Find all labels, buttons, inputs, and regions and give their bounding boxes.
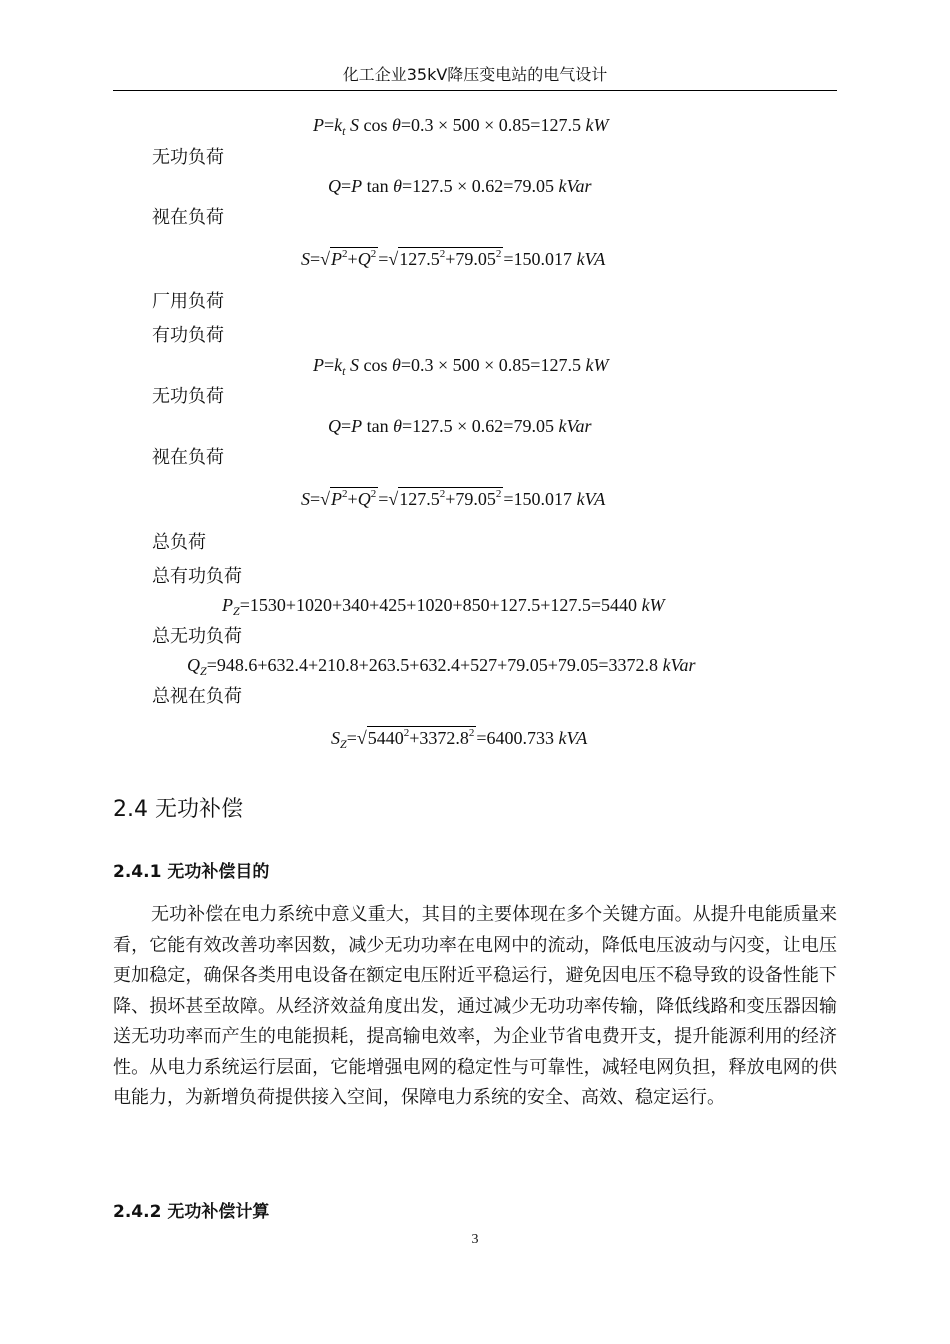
label-total-active-load: 总有功负荷 [152, 566, 242, 587]
subsection-heading-purpose: 2.4.1 无功补偿目的 [113, 862, 270, 882]
label-plant-load: 厂用负荷 [152, 291, 224, 312]
label-total-reactive-load: 总无功负荷 [152, 626, 242, 647]
label-total-load: 总负荷 [152, 532, 206, 553]
page-header: 化工企业35kV降压变电站的电气设计 [342, 65, 608, 84]
label-reactive-load: 无功负荷 [152, 147, 224, 168]
label-apparent-load: 视在负荷 [152, 207, 224, 228]
section-heading: 2.4 无功补偿 [113, 797, 243, 822]
equation-pz: $P_Z=1530+1020+340+425+1020+850+127.5+127.5=5440$ kW [222, 595, 665, 618]
label-apparent-load-2: 视在负荷 [152, 447, 224, 468]
equation-qz: $Q_Z=948.6+632.4+210.8+263.5+632.4+527+79.05+79.05=3372.8$ kVar [187, 655, 696, 678]
equation-p1: $P=k_t$ S cos θ=0.3 × 500 × 0.85=127.5 kW [313, 115, 609, 138]
page-number: 3 [471, 1232, 479, 1247]
label-active-load: 有功负荷 [152, 325, 224, 346]
equation-s1: $S=√P^2+Q^2 =√127.5^2+79.05^2 =150.017$ kVA [301, 248, 606, 269]
body-paragraph: 无功补偿在电力系统中意义重大，其目的主要体现在多个关键方面。从提升电能质量来看，它能有效改善功率因数，减少无功功率在电网中的流动，降低电压波动与闪变，让电压更加稳定，确保各类用电设备在额定电压附近平稳运行，避免因电压不稳导致的设备性能下降、损坏甚至故障。从经济效益角度出发，通过减少无功功率传输，降低线路和变压器因输送无功功率而产生的电能损耗，提高输电效率，为企业节省电费开支，提升能源利用的经济性。从电力系统运行层面，它能增强电网的稳定性与可靠性，减轻电网负担，释放电网的供电能力，为新增负荷提供接入空间，保障电力系统的安全、高效、稳定运行。 [113, 904, 837, 1108]
header-rule [113, 90, 837, 91]
equation-sz: $S_Z=√5440^2+3372.8^2 =6400.733$ kVA [331, 727, 588, 751]
equation-q1: Q=P tan θ=127.5 × 0.62=79.05 kVar [328, 176, 592, 196]
label-total-apparent-load: 总视在负荷 [152, 686, 242, 707]
equation-s2: $S=√P^2+Q^2 =√127.5^2+79.05^2 =150.017$ kVA [301, 488, 606, 509]
label-reactive-load-2: 无功负荷 [152, 386, 224, 407]
equation-p2: $P=k_t$ S cos θ=0.3 × 500 × 0.85=127.5 kW [313, 355, 609, 378]
equation-q2: Q=P tan θ=127.5 × 0.62=79.05 kVar [328, 416, 592, 436]
subsection-heading-calculation: 2.4.2 无功补偿计算 [113, 1202, 270, 1222]
